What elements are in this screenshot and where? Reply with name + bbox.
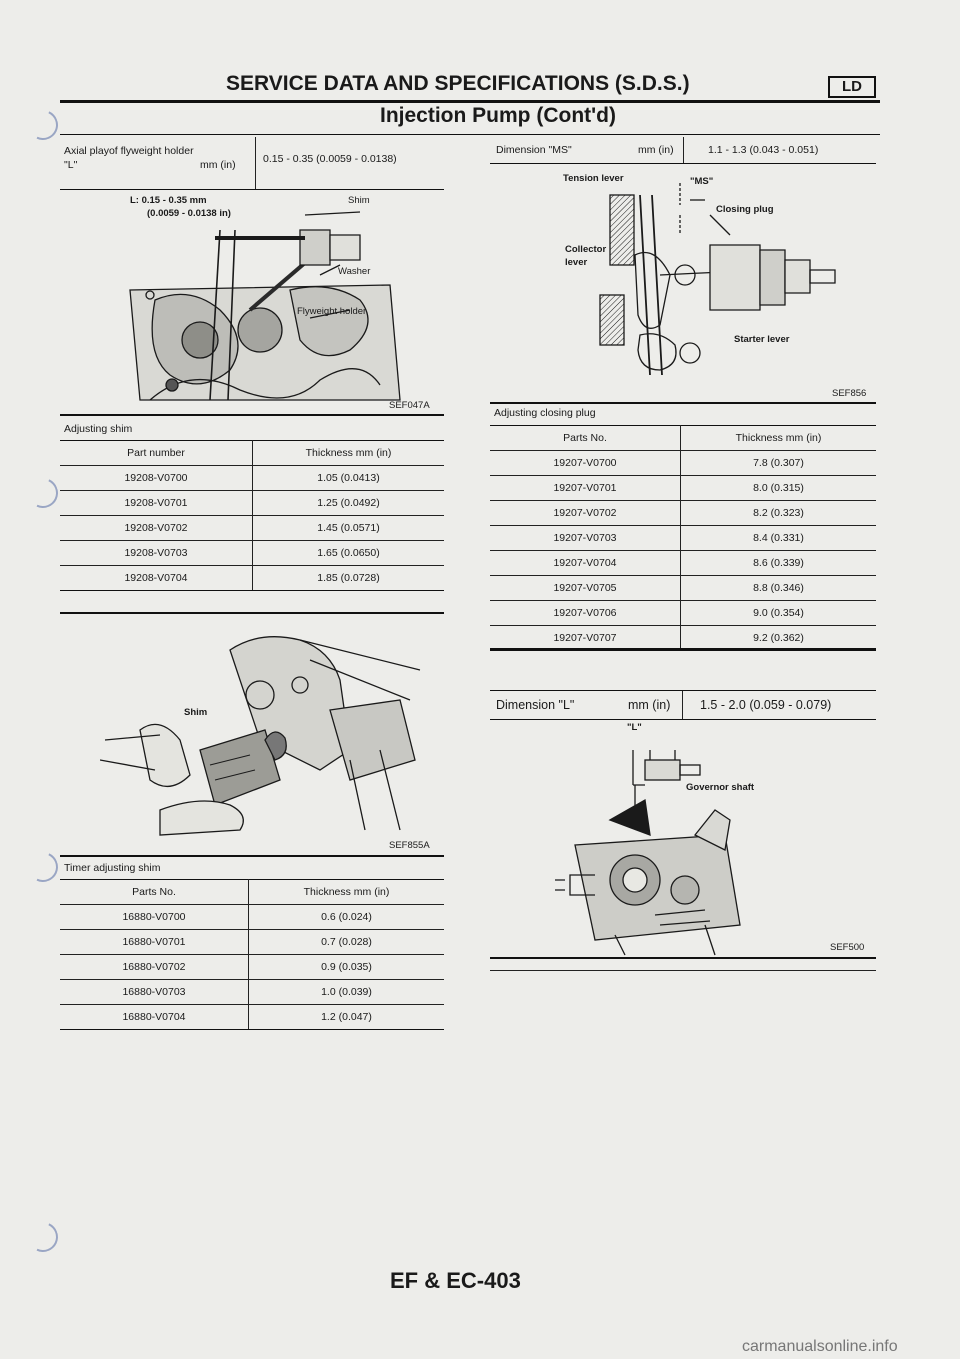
col-header-part: Part number	[60, 441, 253, 466]
table-row	[490, 476, 876, 501]
table-row	[60, 466, 444, 491]
closing-plug-figure	[560, 175, 860, 385]
dimension-ms-value: 1.1 - 1.3 (0.043 - 0.051)	[708, 144, 819, 156]
callout-closing-plug: Closing plug	[716, 204, 774, 215]
col-header-thickness: Thickness mm (in)	[681, 426, 877, 451]
thickness-cell: 8.4 (0.331)	[681, 526, 877, 551]
thickness-cell: 1.2 (0.047)	[249, 1005, 445, 1030]
part-cell: 19208-V0701	[60, 491, 253, 516]
table-row	[490, 576, 876, 601]
rule	[490, 402, 876, 404]
section-badge: LD	[828, 76, 876, 98]
table-row	[490, 626, 876, 651]
table-header-row	[60, 880, 444, 905]
part-cell: 16880-V0704	[60, 1005, 249, 1030]
part-cell: 19207-V0706	[490, 601, 681, 626]
timer-shim-table	[60, 879, 444, 1030]
part-cell: 19208-V0703	[60, 541, 253, 566]
binder-hole	[24, 474, 62, 512]
timer-shim-caption: Timer adjusting shim	[64, 862, 161, 874]
watermark: carmanualsonline.info	[742, 1338, 898, 1355]
divider	[682, 691, 683, 719]
table-row	[490, 451, 876, 476]
callout-governor-shaft: Governor shaft	[686, 782, 755, 793]
figure-code: SEF500	[830, 942, 865, 953]
col-header-part: Parts No.	[490, 426, 681, 451]
axial-play-unit: mm (in)	[200, 159, 236, 171]
callout-collector: Collector	[565, 244, 607, 255]
callout-shim: Shim	[184, 707, 208, 718]
thickness-cell: 8.8 (0.346)	[681, 576, 877, 601]
dimension-ms-spec	[490, 137, 876, 164]
adjusting-shim-caption: Adjusting shim	[64, 423, 133, 435]
col-header-thickness: Thickness mm (in)	[249, 880, 445, 905]
axial-play-label-l: "L"	[64, 159, 78, 171]
binder-hole	[24, 106, 62, 144]
flyweight-holder-figure	[60, 190, 444, 410]
divider	[683, 137, 684, 163]
part-cell: 16880-V0702	[60, 955, 249, 980]
rule	[490, 648, 876, 650]
axial-play-spec	[60, 137, 444, 190]
page-title: SERVICE DATA AND SPECIFICATIONS (S.D.S.)	[226, 72, 690, 95]
dimension-l-value: 1.5 - 2.0 (0.059 - 0.079)	[700, 698, 832, 712]
part-cell: 19207-V0703	[490, 526, 681, 551]
timer-shim-figure	[100, 630, 440, 840]
table-row	[60, 566, 444, 591]
rule	[490, 970, 876, 971]
table-row	[60, 541, 444, 566]
thickness-cell: 1.0 (0.039)	[249, 980, 445, 1005]
header-rule	[60, 100, 880, 103]
callout-tension-lever: Tension lever	[563, 173, 624, 184]
subtitle-rule	[60, 134, 880, 135]
dimension-ms-unit: mm (in)	[638, 144, 674, 156]
col-header-part: Parts No.	[60, 880, 249, 905]
thickness-cell: 0.6 (0.024)	[249, 905, 445, 930]
callout-l: "L"	[627, 722, 642, 733]
part-cell: 19207-V0704	[490, 551, 681, 576]
table-header-row	[490, 426, 876, 451]
adjusting-shim-table	[60, 440, 444, 591]
thickness-cell: 9.2 (0.362)	[681, 626, 877, 651]
table-row	[60, 1005, 444, 1030]
table-header-row	[60, 441, 444, 466]
table-row	[60, 930, 444, 955]
thickness-cell: 7.8 (0.307)	[681, 451, 877, 476]
part-cell: 16880-V0703	[60, 980, 249, 1005]
thickness-cell: 1.85 (0.0728)	[253, 566, 445, 591]
dimension-ms-label: Dimension "MS"	[496, 144, 572, 156]
thickness-cell: 0.7 (0.028)	[249, 930, 445, 955]
thickness-cell: 1.25 (0.0492)	[253, 491, 445, 516]
figure-code: SEF855A	[389, 840, 430, 851]
page-subtitle: Injection Pump (Cont'd)	[380, 104, 616, 127]
dimension-l-spec	[490, 690, 876, 720]
part-cell: 19208-V0700	[60, 466, 253, 491]
callout-washer: Washer	[338, 266, 371, 277]
axial-play-label: Axial playof flyweight holder	[64, 145, 194, 157]
closing-plug-table	[490, 425, 876, 651]
rule	[490, 957, 876, 959]
part-cell: 19207-V0705	[490, 576, 681, 601]
binder-hole	[24, 1218, 62, 1256]
callout-ms: "MS"	[690, 176, 714, 187]
dimension-l-label: Dimension "L"	[496, 698, 575, 712]
figure-code: SEF047A	[389, 400, 430, 411]
thickness-cell: 8.0 (0.315)	[681, 476, 877, 501]
table-row	[60, 516, 444, 541]
table-row	[60, 905, 444, 930]
binder-hole	[24, 848, 62, 886]
part-cell: 19208-V0702	[60, 516, 253, 541]
part-cell: 19207-V0707	[490, 626, 681, 651]
rule	[60, 855, 444, 857]
thickness-cell: 1.65 (0.0650)	[253, 541, 445, 566]
callout-flyweight-holder: Flyweight holder	[297, 306, 367, 317]
table-row	[60, 955, 444, 980]
governor-shaft-figure	[555, 725, 785, 960]
part-cell: 19208-V0704	[60, 566, 253, 591]
figure-code: SEF856	[832, 388, 867, 399]
table-row	[60, 491, 444, 516]
table-row	[490, 501, 876, 526]
thickness-cell: 9.0 (0.354)	[681, 601, 877, 626]
table-row	[490, 551, 876, 576]
page-number: EF & EC-403	[390, 1268, 521, 1293]
thickness-cell: 0.9 (0.035)	[249, 955, 445, 980]
divider	[255, 137, 256, 189]
table-row	[490, 526, 876, 551]
callout-l-line1: L: 0.15 - 0.35 mm	[130, 195, 207, 206]
part-cell: 19207-V0701	[490, 476, 681, 501]
callout-l-line2: (0.0059 - 0.0138 in)	[147, 208, 231, 219]
closing-plug-caption: Adjusting closing plug	[494, 407, 596, 419]
rule	[60, 414, 444, 416]
axial-play-value: 0.15 - 0.35 (0.0059 - 0.0138)	[263, 153, 397, 165]
callout-shim: Shim	[348, 195, 370, 206]
part-cell: 19207-V0702	[490, 501, 681, 526]
table-row	[60, 980, 444, 1005]
callout-starter-lever: Starter lever	[734, 334, 790, 345]
thickness-cell: 8.6 (0.339)	[681, 551, 877, 576]
table-row	[490, 601, 876, 626]
part-cell: 16880-V0700	[60, 905, 249, 930]
thickness-cell: 1.45 (0.0571)	[253, 516, 445, 541]
dimension-l-unit: mm (in)	[628, 698, 671, 712]
part-cell: 16880-V0701	[60, 930, 249, 955]
rule	[60, 612, 444, 614]
thickness-cell: 8.2 (0.323)	[681, 501, 877, 526]
callout-collector-lever: lever	[565, 257, 588, 268]
thickness-cell: 1.05 (0.0413)	[253, 466, 445, 491]
col-header-thickness: Thickness mm (in)	[253, 441, 445, 466]
part-cell: 19207-V0700	[490, 451, 681, 476]
